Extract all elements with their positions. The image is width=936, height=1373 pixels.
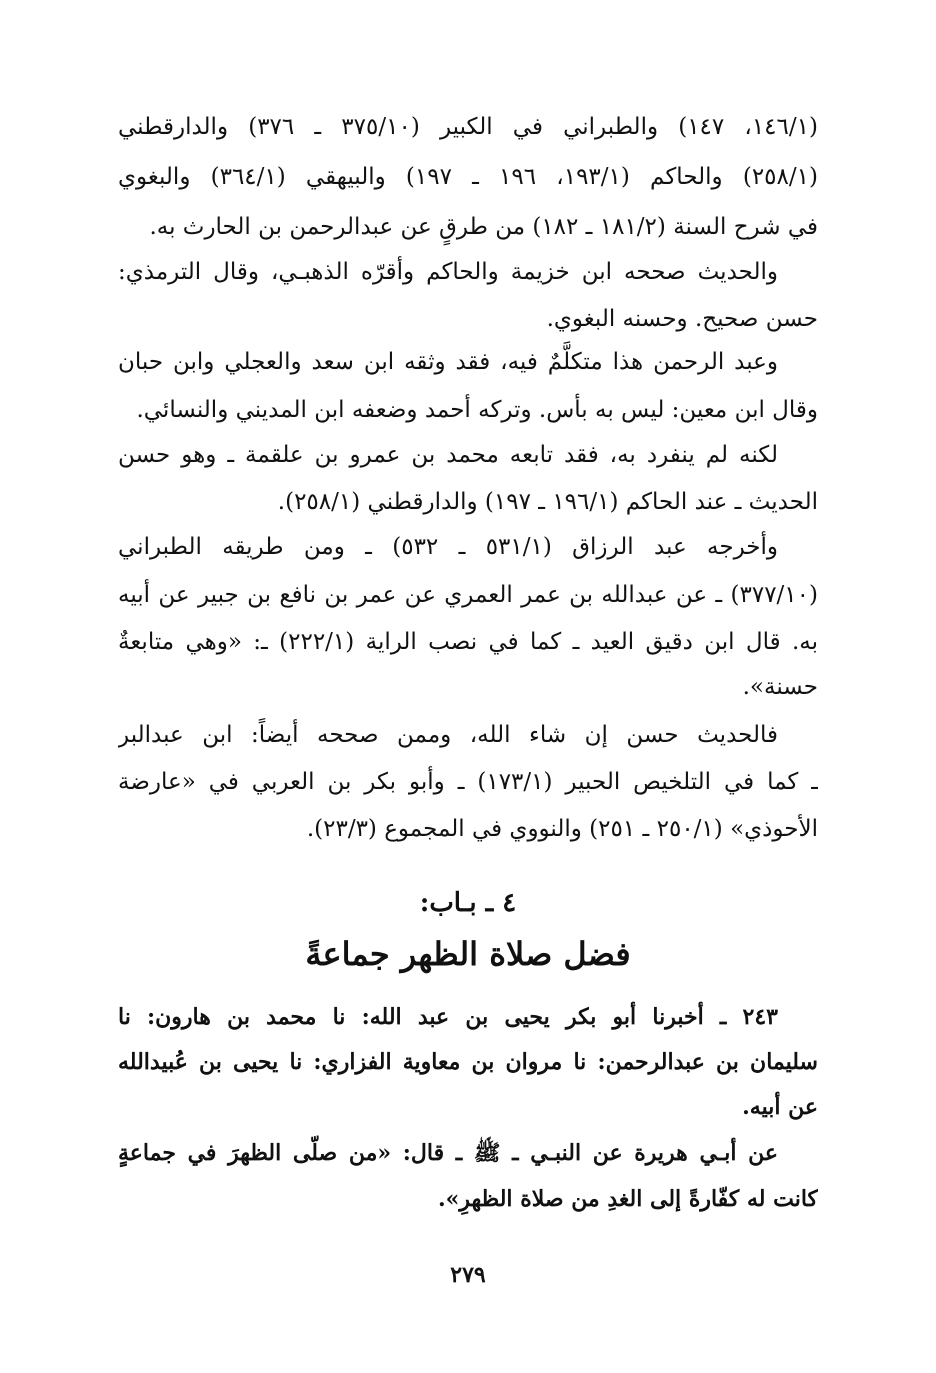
chapter-number: ٤ ـ بـاب: bbox=[419, 888, 517, 918]
text-line: وأخرجه عبد الرزاق (٥٣١/١ ـ ٥٣٢) ـ ومن طريقه الطبراني bbox=[118, 534, 778, 560]
text-line: سليمان بن عبدالرحمن: نا مروان بن معاوية الفزاري: نا يحيى بن عُبيدالله bbox=[118, 1049, 818, 1075]
text-line: لكنه لم ينفرد به، فقد تابعه محمد بن عمرو بن علقمة ـ وهو حسن bbox=[118, 442, 778, 468]
text-line: ـ كما في التلخيص الحبير (١٧٣/١) ـ وأبو بكر بن العربي في «عارضة bbox=[118, 769, 818, 795]
text-line: (٢٥٨/١) والحاكم (١٩٣/١، ١٩٦ ـ ١٩٧) والبيهقي (٣٦٤/١) والبغوي bbox=[118, 164, 818, 190]
text-line: والحديث صححه ابن خزيمة والحاكم وأقرّه الذهبـي، وقال الترمذي: bbox=[118, 259, 778, 285]
page-number: ٢٧٩ bbox=[450, 1262, 486, 1288]
text-line: كانت له كفّارةً إلى الغدِ من صلاة الظهرِ». bbox=[437, 1186, 818, 1212]
text-line: عن أبـي هريرة عن النبـي ـ ﷺ ـ قال: «من صلّى الظهرَ في جماعةٍ bbox=[118, 1140, 778, 1166]
text-line: حسن صحيح. وحسنه البغوي. bbox=[546, 306, 818, 332]
text-line: ٢٤٣ ـ أخبرنا أبو بكر يحيى بن عبد الله: نا محمد بن هارون: نا bbox=[118, 1004, 778, 1030]
chapter-title: فضل صلاة الظهر جماعةً bbox=[305, 935, 631, 973]
text-line: به. قال ابن دقيق العيد ـ كما في نصب الراية (٢٢٢/١) ـ: «وهي متابعةٌ bbox=[118, 629, 818, 655]
text-line: عن أبيه. bbox=[742, 1094, 818, 1120]
text-line: (٣٧٧/١٠) ـ عن عبدالله بن عمر العمري عن عمر بن نافع بن جبير عن أبيه bbox=[118, 582, 818, 608]
text-line: وقال ابن معين: ليس به بأس. وتركه أحمد وضعفه ابن المديني والنسائي. bbox=[136, 397, 818, 423]
text-line: الحديث ـ عند الحاكم (١٩٦/١ ـ ١٩٧) والدارقطني (٢٥٨/١). bbox=[277, 489, 818, 515]
text-line: فالحديث حسن إن شاء الله، وممن صححه أيضاً: ابن عبدالبر bbox=[118, 722, 778, 748]
text-line: في شرح السنة (١٨١/٢ ـ ١٨٢) من طرقٍ عن عبدالرحمن بن الحارث به. bbox=[149, 214, 818, 240]
text-line: وعبد الرحمن هذا متكلَّمٌ فيه، فقد وثقه ابن سعد والعجلي وابن حبان bbox=[118, 349, 778, 375]
text-line: (١٤٦/١، ١٤٧) والطبراني في الكبير (٣٧٥/١٠ ـ ٣٧٦) والدارقطني bbox=[118, 114, 818, 140]
text-line: حسنة». bbox=[742, 674, 818, 700]
text-line: الأحوذي» (٢٥٠/١ ـ ٢٥١) والنووي في المجموع (٢٣/٣). bbox=[306, 816, 818, 842]
